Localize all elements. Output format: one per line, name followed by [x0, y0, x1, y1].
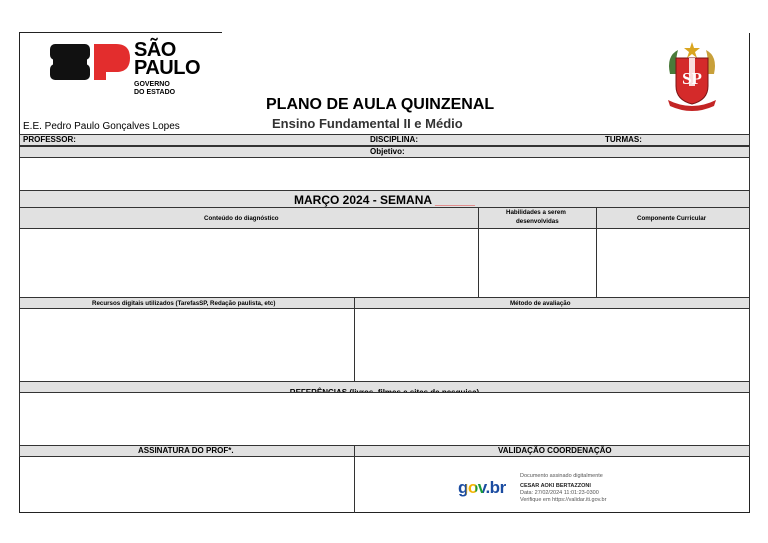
logo-governo: GOVERNO — [134, 81, 170, 88]
week-label: MARÇO 2024 - SEMANA — [294, 193, 432, 207]
conteudo-label: Conteúdo do diagnóstico — [204, 215, 279, 222]
govbr-logo — [458, 478, 506, 498]
sp-logo-mark — [48, 44, 130, 82]
govbr-signature — [458, 470, 658, 510]
objetivo-field[interactable] — [19, 157, 750, 191]
turmas-label: TURMAS: — [605, 135, 642, 144]
conteudo-field[interactable] — [20, 229, 477, 296]
recursos-label: Recursos digitais utilizados (TarefasSP, Redação paulista, etc) — [92, 300, 276, 307]
col-divider-4 — [354, 445, 355, 513]
week-blank[interactable]: ______ — [434, 193, 475, 207]
govbr-date: Data: 27/02/2024 11:01:23-0300 — [520, 490, 599, 496]
crest-letters: SP — [682, 69, 702, 88]
logo-paulo: PAULO — [134, 57, 201, 79]
govbr-verify-link[interactable]: Verifique em https://validar.iti.gov.br — [520, 497, 607, 503]
signature-header-row — [19, 445, 750, 457]
validacao-label: VALIDAÇÃO COORDENAÇÃO — [498, 446, 612, 455]
referencias-field[interactable] — [19, 392, 750, 446]
disciplina-label: DISCIPLINA: — [370, 135, 418, 144]
objetivo-label: Objetivo: — [370, 147, 405, 156]
frame-gap — [222, 30, 752, 33]
componente-field[interactable] — [597, 229, 749, 296]
govbr-logo-text: gov.br — [458, 478, 506, 497]
assinatura-field[interactable] — [20, 457, 353, 512]
componente-label: Componente Curricular — [637, 215, 707, 222]
habilidades-label-2: desenvolvidas — [516, 218, 559, 225]
content-header-row — [19, 207, 750, 229]
recursos-field[interactable] — [20, 309, 353, 381]
professor-row — [19, 134, 750, 146]
logo-sao: SÃO — [134, 39, 176, 61]
habilidades-label-1: Habilidades a serem — [506, 209, 566, 216]
metodo-field[interactable] — [355, 309, 749, 381]
metodo-label: Método de avaliação — [510, 300, 571, 307]
plan-title: PLANO DE AULA QUINZENAL — [266, 96, 495, 113]
govbr-signer: CESAR AOKI BERTAZZONI — [520, 483, 591, 489]
assinatura-label: ASSINATURA DO PROF*. — [138, 446, 234, 455]
plan-subtitle: Ensino Fundamental II e Médio — [272, 116, 463, 131]
govbr-line-1: Documento assinado digitalmente — [520, 473, 603, 479]
sp-logo — [48, 39, 208, 112]
state-crest-icon — [660, 40, 724, 112]
logo-estado: DO ESTADO — [134, 89, 176, 96]
week-header — [19, 190, 750, 208]
professor-label: PROFESSOR: — [23, 135, 76, 144]
school-name: E.E. Pedro Paulo Gonçalves Lopes — [23, 121, 180, 132]
habilidades-field[interactable] — [479, 229, 595, 296]
